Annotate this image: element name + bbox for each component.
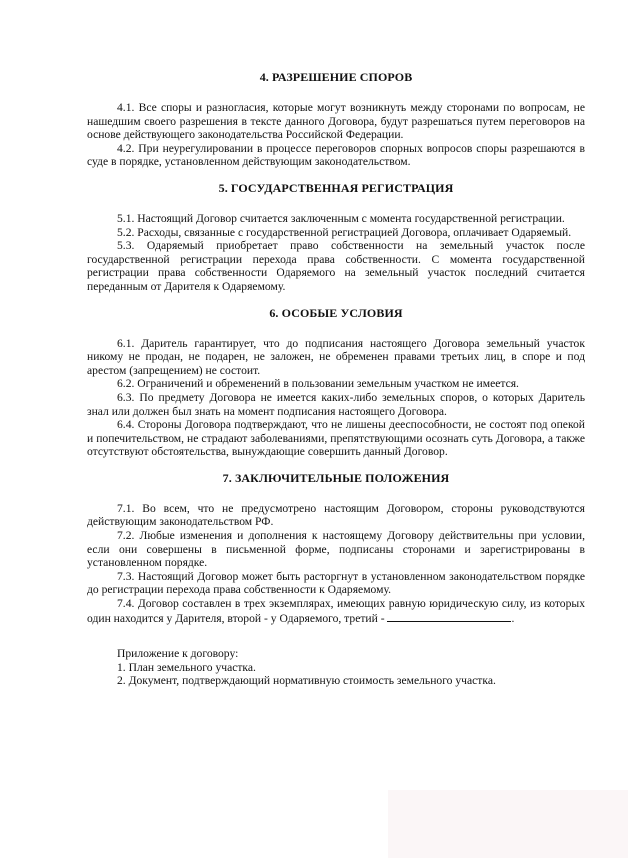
paragraph-5-3: 5.3. Одаряемый приобретает право собственности на земельный участок после государственной регистрации перехода права собственности. С момента государственной регистрации права собственности Одаряемого на земельный участок последний считается переданным от Дарителя к Одаряемому.: [87, 239, 585, 293]
paragraph-4-1: 4.1. Все споры и разногласия, которые могут возникнуть между сторонами по вопросам, не нашедшим своего разрешения в тексте данного Договора, будут разрешаться путем переговоров на основе действующего законодательства Российской Федерации.: [87, 101, 585, 142]
appendix-title: Приложение к договору:: [117, 647, 239, 661]
paragraph-7-3: 7.3. Настоящий Договор может быть расторгнут в установленном законодательством порядке до регистрации перехода права собственности к Одаряемому.: [87, 569, 585, 597]
section-final-provisions: [87, 471, 585, 625]
paragraph-7-4-text: 7.4. Договор составлен в трех экземплярах, имеющих равную юридическую силу, из которых один находится у Дарителя, второй - у Одаряемого, третий -: [87, 597, 585, 625]
section-title: 5. ГОСУДАРСТВЕННАЯ РЕГИСТРАЦИЯ: [218, 180, 454, 195]
section-special-conditions: [87, 306, 585, 459]
paragraph-4-2: 4.2. При неурегулировании в процессе переговоров спорных вопросов споры разрешаются в суде в порядке, установленном действующим законодательством.: [87, 141, 585, 169]
section-title: 7. ЗАКЛЮЧИТЕЛЬНЫЕ ПОЛОЖЕНИЯ: [222, 470, 450, 485]
paragraph-7-2: 7.2. Любые изменения и дополнения к настоящему Договору действительны при условии, если они совершены в письменной форме, подписаны сторонами и зарегистрированы в установленном порядке.: [87, 529, 585, 570]
paragraph-6-3: 6.3. По предмету Договора не имеется каких-либо земельных споров, о которых Даритель знал или должен был знать на момент подписания настоящего Договора.: [87, 390, 585, 418]
section-dispute-resolution: [87, 70, 585, 169]
paragraph-6-1: 6.1. Даритель гарантирует, что до подписания настоящего Договора земельный участок никому не продан, не подарен, не заложен, не обременен правами третьих лиц, в споре и под арестом (запрещением) не состоит.: [87, 336, 585, 377]
paragraph-5-1: 5.1. Настоящий Договор считается заключенным с момента государственной регистрации.: [117, 211, 565, 225]
paragraph-5-2: 5.2. Расходы, связанные с государственной регистрацией Договора, оплачивает Одаряемый.: [117, 225, 572, 239]
paragraph-6-4: 6.4. Стороны Договора подтверждают, что не лишены дееспособности, не состоят под опекой и попечительством, не страдают заболеваниями, препятствующими осознать суть Договора, а также отсутствуют обстоятельства, вынуждающие совершить данный Договор.: [87, 418, 585, 459]
section-title: 4. РАЗРЕШЕНИЕ СПОРОВ: [259, 70, 413, 84]
paragraph-7-4: 7.4. Договор составлен в трех экземплярах, имеющих равную юридическую силу, из которых один находится у Дарителя, второй - у Одаряемого, третий - .: [87, 597, 585, 625]
appendix-item-2: 2. Документ, подтверждающий нормативную стоимость земельного участка.: [117, 674, 496, 688]
appendix-item-1: 1. План земельного участка.: [117, 660, 256, 674]
paragraph-6-2: 6.2. Ограничений и обременений в пользовании земельным участком не имеется.: [117, 377, 519, 391]
page-corner-shade: [388, 790, 628, 858]
paragraph-7-1: 7.1. Во всем, что не предусмотрено настоящим Договором, стороны руководствуются действующим законодательством РФ.: [87, 501, 585, 529]
appendix: [87, 647, 585, 688]
section-state-registration: [87, 181, 585, 294]
blank-fill-line: [387, 611, 511, 622]
section-title: 6. ОСОБЫЕ УСЛОВИЯ: [269, 305, 403, 320]
